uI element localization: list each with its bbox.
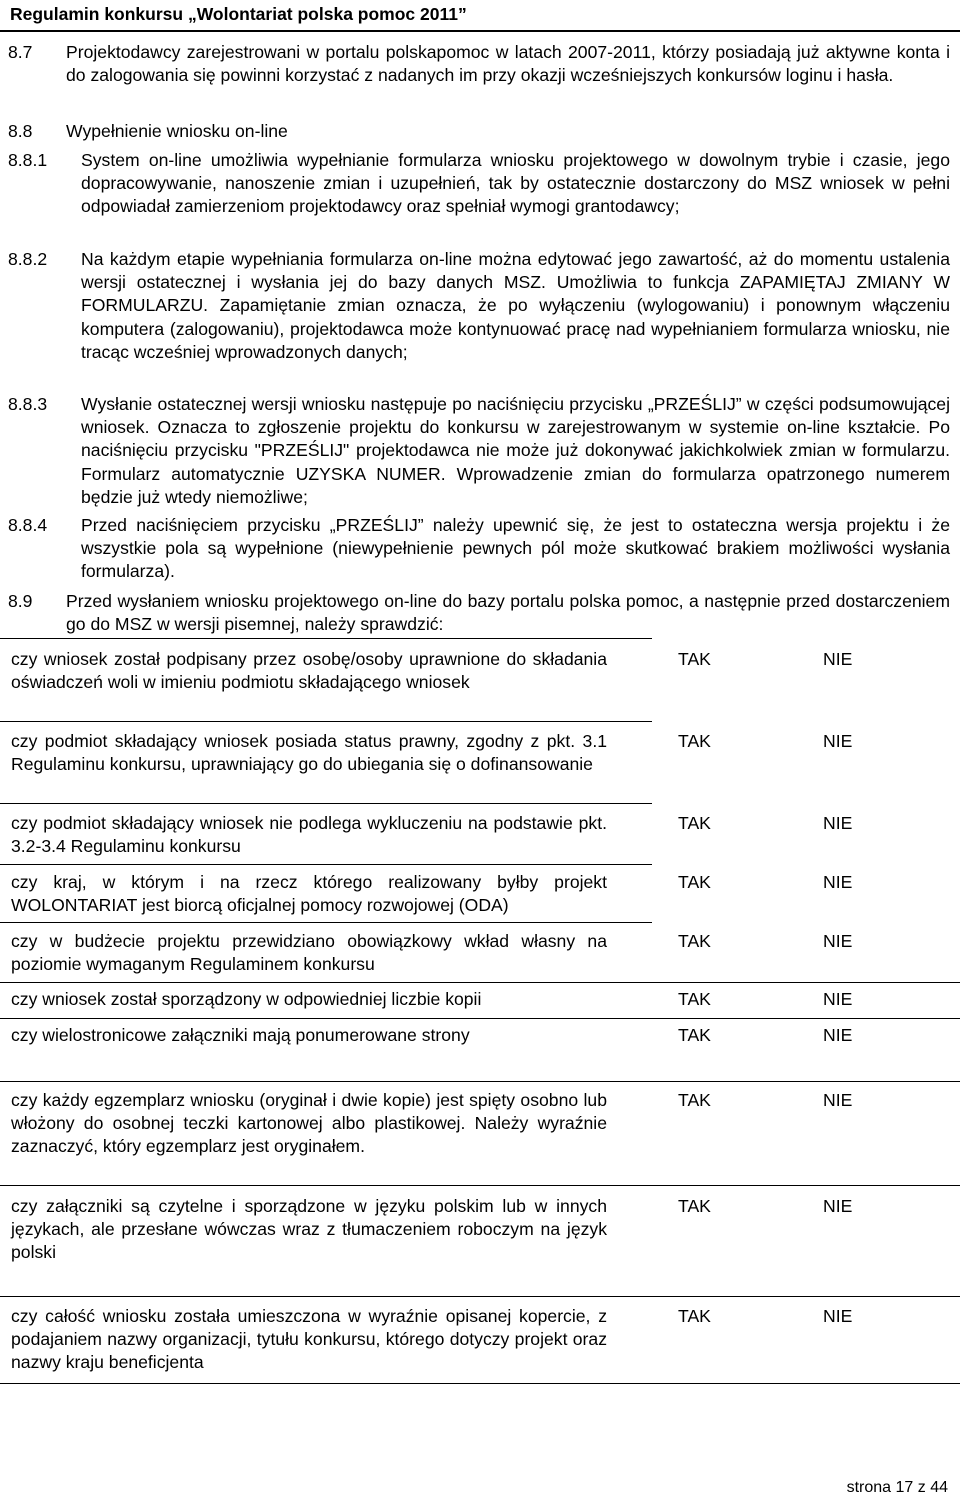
checklist-no-option[interactable]: NIE [823,813,853,833]
checklist-yes-option[interactable]: TAK [678,1025,711,1045]
checklist-yes-option[interactable]: TAK [678,731,711,751]
checklist-no-option[interactable]: NIE [823,1306,853,1326]
checklist-divider [0,922,652,923]
checklist-no-option[interactable]: NIE [823,1090,853,1110]
checklist-no-option[interactable]: NIE [823,931,853,951]
section-8-7 [0,41,960,111]
section-text: Przed naciśnięciem przycisku „PRZEŚLIJ” należy upewnić się, że jest to ostateczna wersja projektu i że wszystkie pola są wypełnione (niewypełnienie pewnych pól może skutkować brakiem możliwości wysłania formularza). [81,515,950,582]
checklist-row [0,730,960,800]
checklist-question: czy każdy egzemplarz wniosku (oryginał i dwie kopie) jest spięty osobno lub włożony do osobnej teczki kartonowej albo plastikowej. Należy wyraźnie zaznaczyć, który egzemplarz jest oryginałem. [11,1090,607,1157]
section-8-8-1 [0,149,960,242]
page-number: strona 17 z 44 [846,1479,948,1496]
section-text: Projektodawcy zarejestrowani w portalu polskapomoc w latach 2007-2011, którzy posiadają już aktywne konta i do zalogowania się powinni korzystać z nadanych im przy okazji wcześniejszych konkursów loginu i hasła. [66,42,950,86]
checklist-divider [0,638,652,639]
checklist-question: czy całość wniosku została umieszczona w wyraźnie opisanej kopercie, z podajaniem nazwy organizacji, tytułu konkursu, którego dotyczy projekt oraz nazwy kraju beneficjenta [11,1306,607,1373]
checklist-question: czy załączniki są czytelne i sporządzone w języku polskim lub w innych językach, ale przesłane wówczas wraz z tłumaczeniem roboczym na język polski [11,1196,607,1263]
checklist-question: czy w budżecie projektu przewidziano obowiązkowy wkład własny na poziomie wymaganym Regulaminem konkursu [11,931,607,975]
section-8-8-2 [0,248,960,387]
section-8-9 [0,590,960,637]
checklist-yes-option[interactable]: TAK [678,989,711,1009]
checklist-yes-option[interactable]: TAK [678,813,711,833]
checklist-yes-option[interactable]: TAK [678,1196,711,1216]
checklist-row [0,812,960,859]
checklist-divider [0,1383,960,1384]
section-text: Wypełnienie wniosku on-line [66,121,288,141]
section-text: Wysłanie ostatecznej wersji wniosku następuje po naciśnięciu przycisku „PRZEŚLIJ” w części podsumowującej wniosek. Oznacza to zgłoszenie projektu do konkursu w zarejestrowanym w systemie on-line kształcie. Po naciśnięciu przycisku "PRZEŚLIJ" projektodawca nie może już dokonywać jakichkolwiek zmian w formularzu. Formularz automatycznie UZYSKA NUMER. Wprowadzenie zmian do formularza opatrzonego numerem będzie już wtedy niemożliwe; [81,394,950,507]
checklist-question: czy podmiot składający wniosek posiada status prawny, zgodny z pkt. 3.1 Regulaminu konkursu, uprawniający go do ubiegania się o dofinansowanie [11,731,607,775]
checklist-yes-option[interactable]: TAK [678,872,711,892]
checklist-row [0,648,960,718]
checklist-no-option[interactable]: NIE [823,1196,853,1216]
checklist-row [0,1195,960,1265]
checklist-no-option[interactable]: NIE [823,989,853,1009]
checklist-question: czy wniosek został sporządzony w odpowiedniej liczbie kopii [11,989,482,1009]
checklist-yes-option[interactable]: TAK [678,1306,711,1326]
checklist-no-option[interactable]: NIE [823,1025,853,1045]
section-number: 8.8 [8,121,33,141]
page-header [0,0,960,33]
checklist-divider [0,864,652,865]
checklist-row [0,988,960,1012]
section-8-8 [0,120,960,144]
checklist-row [0,1089,960,1182]
section-number: 8.9 [8,591,33,611]
checklist-question: czy kraj, w którym i na rzecz którego realizowany byłby projekt WOLONTARIAT jest biorcą oficjalnej pomocy rozwojowej (ODA) [11,872,607,916]
checklist-divider [0,1081,960,1082]
checklist-row [0,930,960,977]
section-number: 8.8.4 [8,515,48,535]
checklist-yes-option[interactable]: TAK [678,649,711,669]
checklist-divider [0,803,652,804]
checklist-no-option[interactable]: NIE [823,649,853,669]
section-text: Na każdym etapie wypełniania formularza on-line można edytować jego zawartość, aż do momentu ustalenia wersji ostatecznej i wysłania jej do bazy danych MSZ. Umożliwia to funkcja ZAPAMIĘTAJ ZMIANY W FORMULARZU. Zapamiętanie zmian oznacza, że po wyłączeniu (wylogowaniu) i ponownym włączeniu komputera (zalogowaniu), projektodawca może kontynuować pracę nad wypełnianiem formularza wniosku, nie tracąc wcześniej wprowadzonych danych; [81,249,950,362]
section-number: 8.7 [8,42,33,62]
checklist-yes-option[interactable]: TAK [678,1090,711,1110]
header-divider [0,30,960,32]
section-number: 8.8.3 [8,394,48,414]
checklist-no-option[interactable]: NIE [823,872,853,892]
section-8-8-4 [0,514,960,584]
checklist-divider [0,1296,960,1297]
checklist-question: czy podmiot składający wniosek nie podlega wykluczeniu na podstawie pkt. 3.2-3.4 Regulaminu konkursu [11,813,607,857]
section-text: Przed wysłaniem wniosku projektowego on-line do bazy portalu polska pomoc, a następnie przed dostarczeniem go do MSZ w wersji pisemnej, należy sprawdzić: [66,591,950,635]
checklist-row [0,1305,960,1375]
checklist-divider [0,982,960,983]
section-number: 8.8.1 [8,150,48,170]
checklist-no-option[interactable]: NIE [823,731,853,751]
section-text: System on-line umożliwia wypełnianie formularza wniosku projektowego w dowolnym trybie i czasie, jego dopracowywanie, nanoszenie zmian i uzupełnień, tak by ostatecznie dostarczony do MSZ wniosek w pełni odpowiadał zamierzeniom projektodawcy oraz spełniał wymogi grantodawcy; [81,150,950,217]
checklist-yes-option[interactable]: TAK [678,931,711,951]
checklist-divider [0,1018,960,1019]
checklist-question: czy wniosek został podpisany przez osobę/osoby uprawnione do składania oświadczeń woli w imieniu podmiotu składającego wniosek [11,649,607,693]
section-8-8-3 [0,393,960,509]
section-number: 8.8.2 [8,249,48,269]
checklist-row [0,871,960,918]
checklist-divider [0,721,652,722]
checklist-divider [0,1185,960,1186]
checklist-row [0,1024,960,1048]
checklist-question: czy wielostronicowe załączniki mają ponumerowane strony [11,1025,470,1045]
document-title: Regulamin konkursu „Wolontariat polska pomoc 2011” [10,4,467,24]
